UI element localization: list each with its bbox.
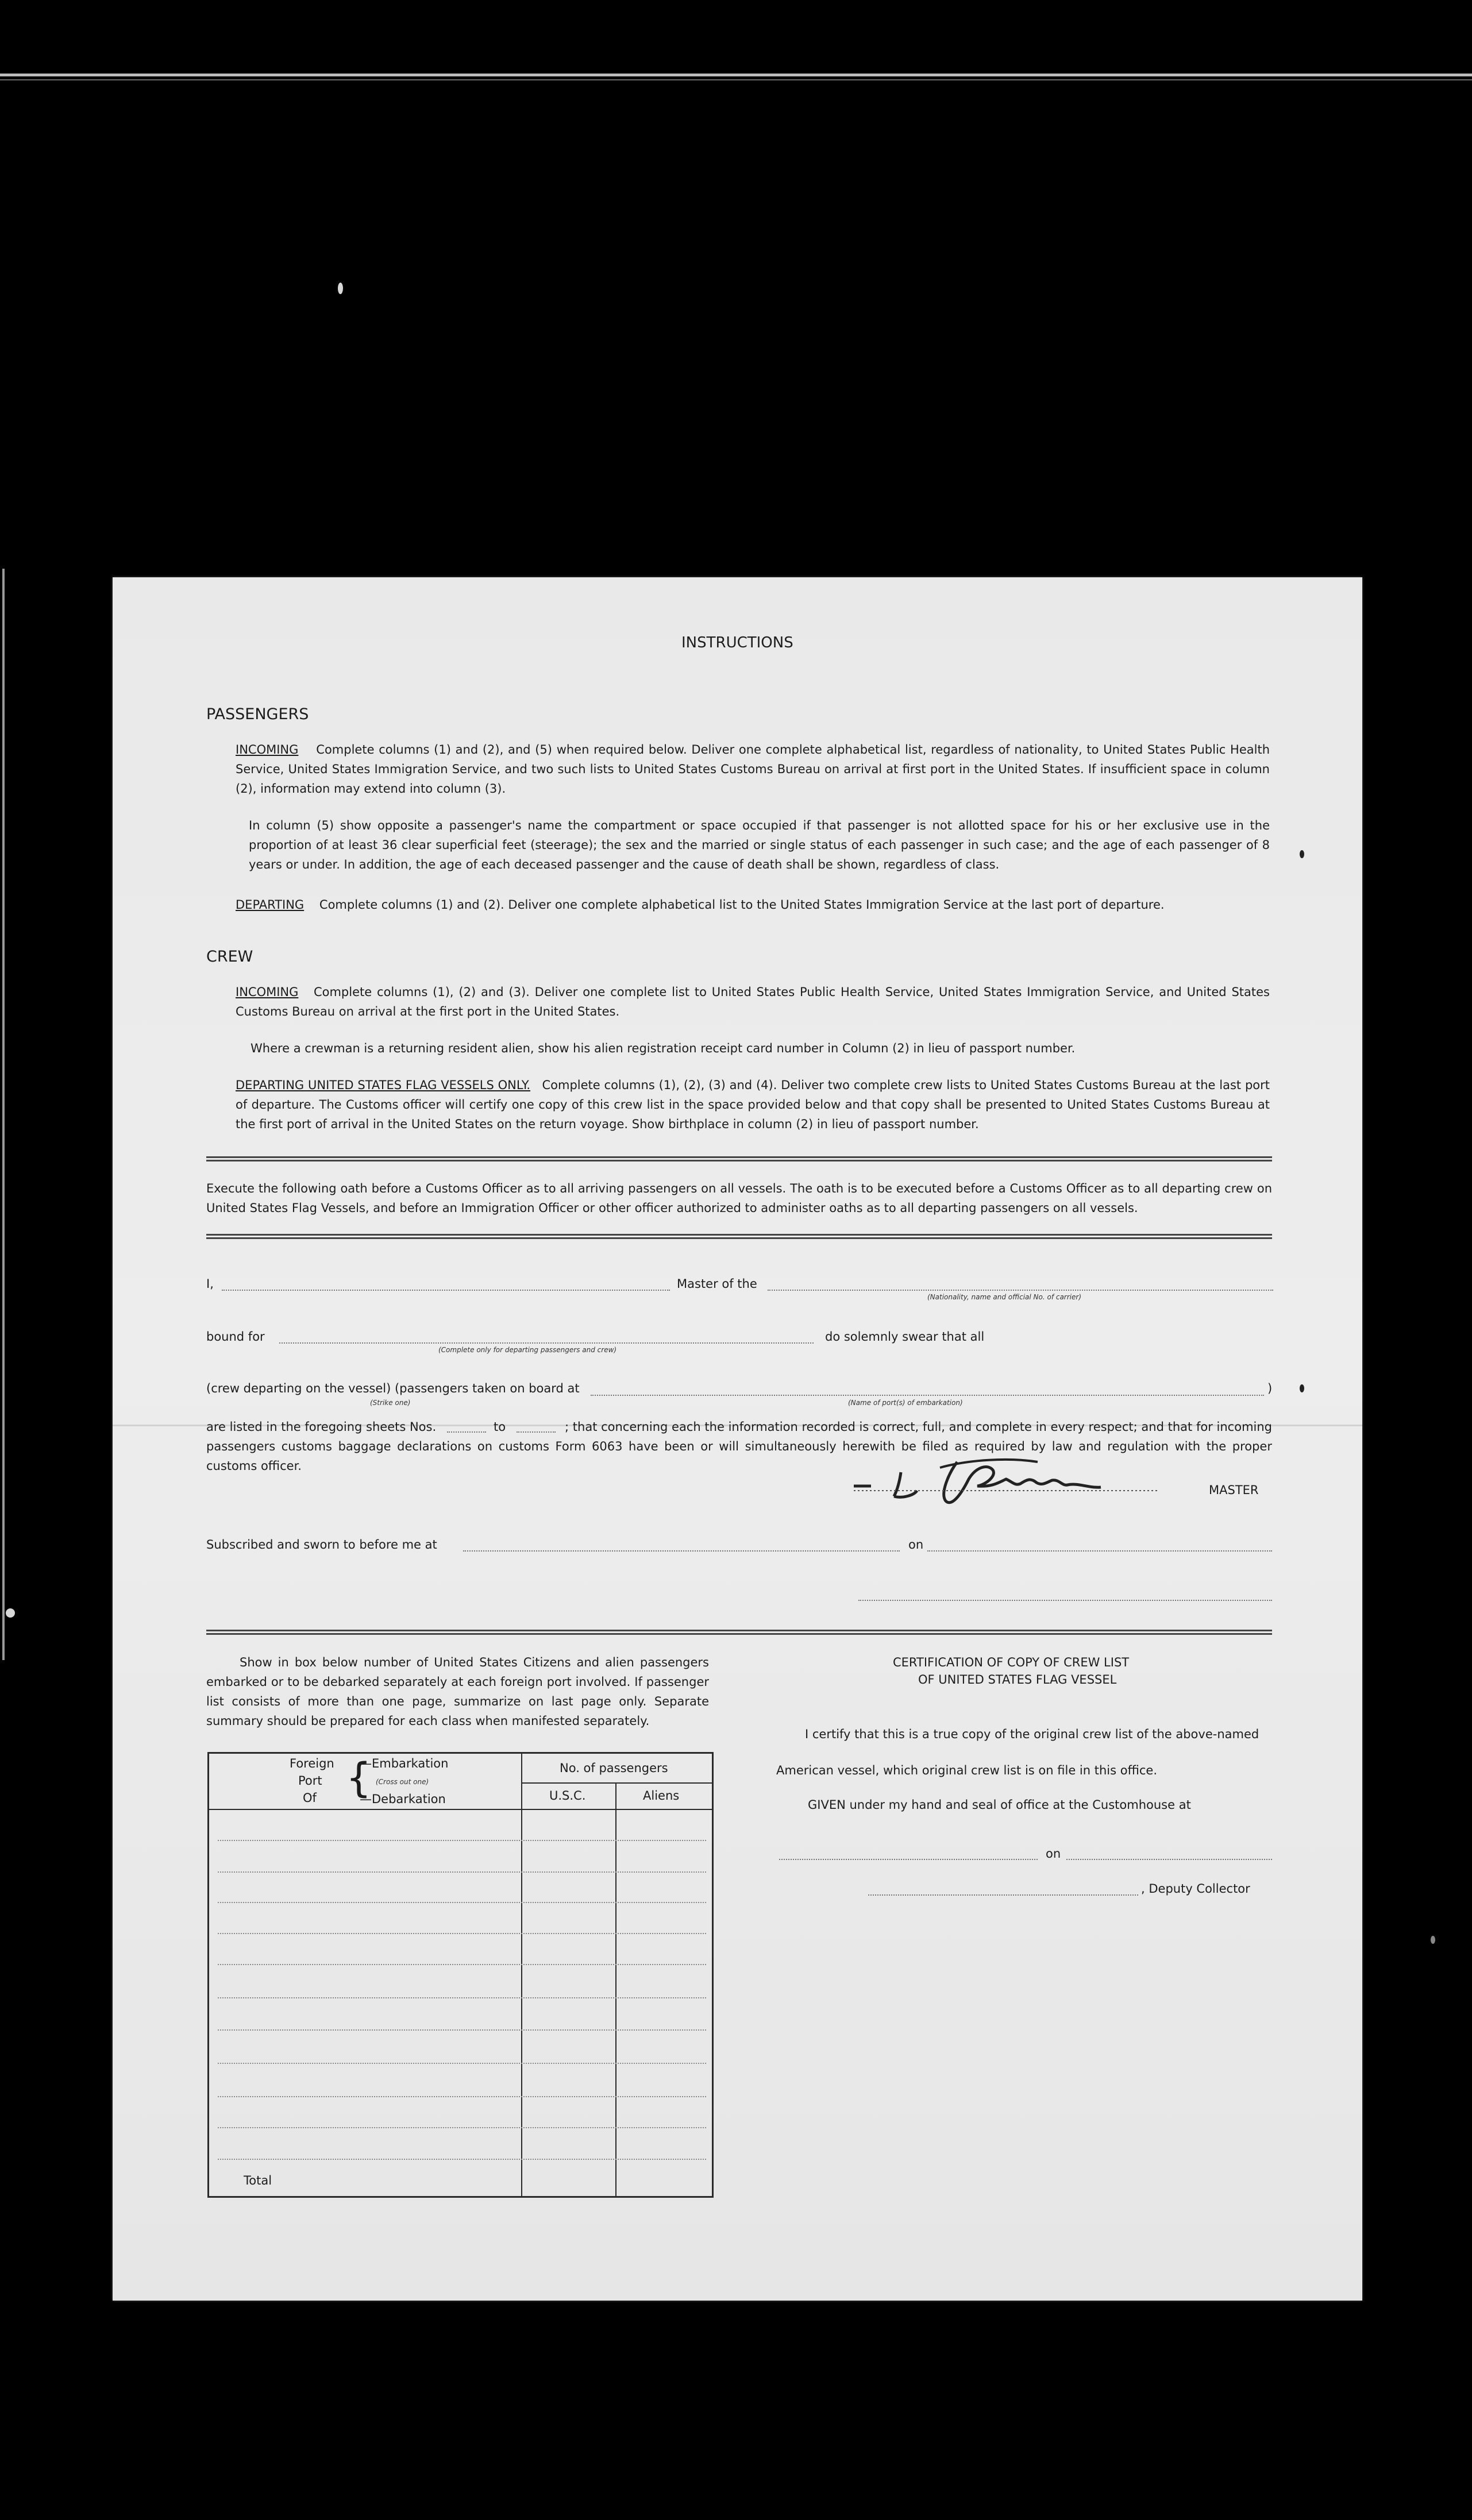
table-header-of: Of (303, 1791, 317, 1805)
officer-signature-field[interactable] (858, 1600, 1272, 1601)
subscribed-label: Subscribed and sworn to before me at (206, 1538, 437, 1552)
film-left-edge (2, 569, 5, 1660)
passengers-departing-paragraph (236, 895, 1270, 914)
master-label: MASTER (1209, 1483, 1259, 1497)
passengers-departing-label: DEPARTING (236, 898, 305, 912)
passengers-incoming-label: INCOMING (236, 743, 299, 757)
table-divider (615, 1782, 616, 2196)
master-of-label: Master of the (677, 1277, 757, 1291)
swear-text: do solemnly swear that all (825, 1330, 985, 1344)
certification-title-line1: CERTIFICATION OF COPY OF CREW LIST (893, 1655, 1130, 1669)
table-row[interactable] (218, 2063, 706, 2064)
crew-passengers-text: (crew departing on the vessel) (passengers taken on board at (206, 1381, 580, 1395)
table-row[interactable] (218, 1840, 706, 1841)
section-divider (206, 1630, 1272, 1635)
table-header-aliens: Aliens (643, 1789, 680, 1803)
embarkation-ports-field[interactable] (591, 1395, 1264, 1396)
bound-for-note: (Complete only for departing passengers and crew) (438, 1346, 617, 1354)
crew-heading: CREW (206, 948, 253, 966)
passengers-heading: PASSENGERS (206, 705, 309, 723)
brace-symbol: { (346, 1754, 372, 1801)
page-title: INSTRUCTIONS (681, 634, 793, 651)
master-signature (848, 1445, 1170, 1508)
master-name-field[interactable] (222, 1290, 670, 1291)
crew-resident-paragraph: Where a crewman is a returning resident alien, show his alien registration receipt card number in Column (2) in lieu of passport number. (251, 1041, 1076, 1055)
oath-i-label: I, (206, 1277, 214, 1291)
passengers-departing-text: Complete columns (1) and (2). Deliver one complete alphabetical list to the United States Immigration Service at the last port of departure. (319, 898, 1165, 912)
ports-note: (Name of port(s) of embarkation) (848, 1399, 963, 1407)
film-speck (338, 283, 343, 294)
table-row[interactable] (218, 1902, 706, 1903)
close-paren: ) (1267, 1381, 1273, 1395)
table-row[interactable] (218, 2127, 706, 2128)
certification-text-line1: I certify that this is a true copy of the original crew list of the above-named (805, 1727, 1259, 1741)
table-header-no-passengers: No. of passengers (560, 1761, 668, 1775)
table-header-port: Port (298, 1774, 322, 1788)
listed-text-body: ; that concerning each the information recorded is correct, full, and complete in every respect; and that for incoming passengers customs baggage declarations on customs Form 6063 have been or will simultaneously herewith be filed as required by law and regulation with the proper customs officer. (206, 1420, 1272, 1473)
certification-text-line2: American vessel, which original crew list is on file in this office. (776, 1763, 1158, 1777)
crew-incoming-label: INCOMING (236, 985, 299, 999)
document-page (113, 577, 1362, 2301)
strike-one-note: (Strike one) (370, 1399, 411, 1407)
passengers-incoming-paragraph (236, 740, 1270, 798)
section-divider (206, 1156, 1272, 1161)
certification-given: GIVEN under my hand and seal of office at the Customhouse at (808, 1798, 1191, 1812)
bound-for-label: bound for (206, 1330, 265, 1344)
film-speck (1300, 1384, 1304, 1392)
table-row[interactable] (218, 2096, 706, 2097)
table-row[interactable] (218, 2159, 706, 2160)
table-header-debarkation: —Debarkation (360, 1792, 446, 1806)
table-divider (521, 1782, 712, 1784)
film-speck (1431, 1936, 1435, 1944)
film-speck (6, 1608, 15, 1618)
table-header-foreign: Foreign (290, 1757, 334, 1770)
table-row[interactable] (218, 1964, 706, 1965)
listed-to: to (494, 1420, 506, 1434)
subscribed-date-field[interactable] (927, 1550, 1272, 1552)
carrier-field[interactable] (768, 1290, 1273, 1291)
crew-incoming-text: Complete columns (1), (2) and (3). Deliver one complete list to United States Public Health Service, United States Immigration Service, and United States Customs Bureau on arrival at the first port in the United States. (236, 985, 1270, 1018)
subscribed-on-label: on (908, 1538, 924, 1552)
certification-title-line2: OF UNITED STATES FLAG VESSEL (918, 1673, 1117, 1687)
deputy-collector-field[interactable] (868, 1894, 1138, 1896)
carrier-field-note: (Nationality, name and official No. of carrier) (927, 1293, 1082, 1301)
table-divider (521, 1754, 522, 2196)
certification-date-field[interactable] (1066, 1859, 1272, 1860)
listed-prefix: are listed in the foregoing sheets Nos. (206, 1420, 437, 1434)
film-top-border-thin (0, 79, 1472, 80)
certification-on-label: on (1046, 1847, 1061, 1861)
table-header-embarkation: —Embarkation (360, 1757, 449, 1770)
oath-instruction: Execute the following oath before a Customs Officer as to all arriving passengers on all vessels. The oath is to be executed before a Customs Officer as to all departing crew on United States Flag Vessels, and before an Immigration Officer or other officer authorized to administer oaths as to all departing passengers on all vessels. (206, 1182, 1272, 1215)
passenger-summary-table (207, 1752, 714, 2198)
passengers-incoming-text: Complete columns (1) and (2), and (5) when required below. Deliver one complete alphabetical list, regardless of nationality, to United States Public Health Service, United States Immigration Service, and two such lists to United States Customs Bureau on arrival at first port in the United States. If insufficient space in column (2), information may extend into column (3). (236, 743, 1270, 796)
film-top-border (0, 74, 1472, 76)
table-row[interactable] (218, 2029, 706, 2031)
crew-departing-text: Complete columns (1), (2), (3) and (4). Deliver two complete crew lists to United States Customs Bureau at the last port of departure. The Customs officer will certify one copy of this crew list in the space provided below and that copy shall be presented to United States Customs Bureau at the first port of arrival in the United States on the return voyage. Show birthplace in column (2) in lieu of passport number. (236, 1078, 1270, 1131)
crew-incoming-paragraph (236, 982, 1270, 1021)
crew-departing-label: DEPARTING UNITED STATES FLAG VESSELS ONLY. (236, 1078, 531, 1092)
film-speck (1300, 850, 1304, 858)
table-header-bottom (209, 1809, 712, 1810)
customhouse-field[interactable] (779, 1859, 1038, 1860)
subscribed-place-field[interactable] (463, 1550, 900, 1552)
bound-for-field[interactable] (279, 1342, 814, 1344)
table-total-label: Total (244, 2174, 272, 2187)
table-row[interactable] (218, 1933, 706, 1934)
table-row[interactable] (218, 1871, 706, 1873)
table-header-usc: U.S.C. (549, 1789, 586, 1803)
table-row[interactable] (218, 1997, 706, 1998)
deputy-collector-label: , Deputy Collector (1141, 1882, 1250, 1896)
crew-departing-paragraph (236, 1075, 1270, 1134)
passengers-column5-paragraph: In column (5) show opposite a passenger's name the compartment or space occupied if that passenger is not allotted space for his or her exclusive use in the proportion of at least 36 clear superficial feet (steerage); the sex and the married or single status of each passenger in such case; and the age of each passenger of 8 years or under. In addition, the age of each deceased passenger and the cause of death shall be shown, regardless of class. (249, 819, 1270, 871)
section-divider (206, 1234, 1272, 1239)
summary-instruction: Show in box below number of United States Citizens and alien passengers embarked or to be debarked separately at each foreign port involved. If passenger list consists of more than one page, summarize on last page only. Separate summary should be prepared for each class when manifested separately. (206, 1655, 709, 1728)
table-header-cross-out: (Cross out one) (376, 1778, 429, 1786)
